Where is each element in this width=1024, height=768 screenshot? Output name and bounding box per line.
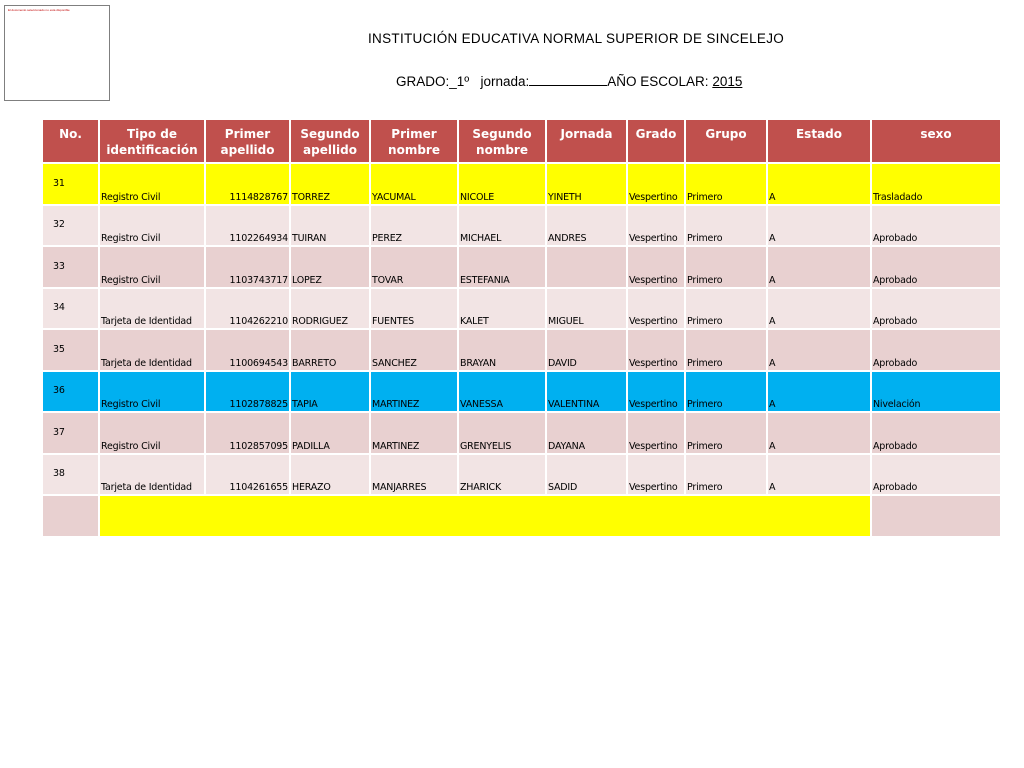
cell-no: 38 [42,454,99,496]
col-header-grupo: Grupo [685,119,767,163]
institution-title: INSTITUCIÓN EDUCATIVA NORMAL SUPERIOR DE SINCELEJO [368,31,785,46]
cell-grado: Primero [685,288,767,330]
cell-primer-nombre: ESTEFANIA [458,246,546,288]
cell-grado: Primero [685,412,767,454]
cell-jornada: Vespertino [627,288,685,330]
cell-estado: Aprobado [871,205,1001,247]
cell-primer-apellido: HERAZO [290,454,370,496]
jornada-blank [529,75,607,86]
col-header-segundo-apellido: Segundo apellido [290,119,370,163]
cell-primer-apellido: PADILLA [290,412,370,454]
logo-missing-note: El documento seleccionado no esta disponible [8,8,70,12]
cell-primer-apellido: RODRIGUEZ [290,288,370,330]
cell-grupo: A [767,288,871,330]
jornada-label: jornada: [480,74,530,89]
cell-tipo: Registro Civil [99,412,205,454]
cell-segundo-apellido: FUENTES [370,288,458,330]
cell-grupo: A [767,371,871,413]
table-row [42,454,1001,496]
cell-grupo: A [767,412,871,454]
cell-grupo: A [767,163,871,205]
cell-tipo: Tarjeta de Identidad [99,454,205,496]
cell-jornada: Vespertino [627,205,685,247]
cell-id-number: 1102857095 [205,412,290,454]
col-header-jornada: Jornada [546,119,627,163]
cell-grado: Primero [685,371,767,413]
header-row [42,119,1001,163]
cell-jornada: Vespertino [627,371,685,413]
anio-label: AÑO ESCOLAR: [607,74,709,89]
cell-segundo-nombre: DAVID [546,329,627,371]
cell-primer-nombre: VANESSA [458,371,546,413]
col-header-no: No. [42,119,99,163]
student-roster-table [41,118,1002,538]
cell-grupo: A [767,454,871,496]
cell-tipo: Registro Civil [99,163,205,205]
col-header-primer-nombre: Primer nombre [370,119,458,163]
cell-empty-highlight [99,495,871,537]
cell-grado: Primero [685,205,767,247]
cell-estado: Aprobado [871,288,1001,330]
cell-jornada: Vespertino [627,163,685,205]
cell-id-number: 1100694543 [205,329,290,371]
cell-primer-nombre: MICHAEL [458,205,546,247]
cell-segundo-apellido: MANJARRES [370,454,458,496]
cell-estado: Aprobado [871,329,1001,371]
cell-segundo-apellido: MARTINEZ [370,412,458,454]
cell-tipo: Registro Civil [99,246,205,288]
cell-no: 35 [42,329,99,371]
table-row [42,246,1001,288]
cell-no: 31 [42,163,99,205]
cell-primer-nombre: NICOLE [458,163,546,205]
cell-jornada: Vespertino [627,329,685,371]
cell-jornada: Vespertino [627,412,685,454]
cell-segundo-nombre: VALENTINA [546,371,627,413]
cell-primer-apellido: TAPIA [290,371,370,413]
cell-id-number: 1103743717 [205,246,290,288]
col-header-segundo-nombre: Segundo nombre [458,119,546,163]
cell-estado: Nivelación [871,371,1001,413]
cell-segundo-nombre: SADID [546,454,627,496]
cell-estado: Trasladado [871,163,1001,205]
cell-primer-apellido: TUIRAN [290,205,370,247]
cell-segundo-apellido: MARTINEZ [370,371,458,413]
cell-primer-nombre: KALET [458,288,546,330]
table-row [42,329,1001,371]
table-row [42,371,1001,413]
table-row-empty [42,495,1001,537]
cell-grado: Primero [685,454,767,496]
cell-no: 32 [42,205,99,247]
col-header-primer-apellido: Primer apellido [205,119,290,163]
cell-segundo-nombre: DAYANA [546,412,627,454]
table-row [42,288,1001,330]
cell-no: 36 [42,371,99,413]
cell-tipo: Tarjeta de Identidad [99,288,205,330]
col-header-sexo: sexo [871,119,1001,163]
subtitle-line [396,74,742,89]
cell-tipo: Tarjeta de Identidad [99,329,205,371]
cell-primer-apellido: LOPEZ [290,246,370,288]
cell-segundo-nombre [546,246,627,288]
cell-estado: Aprobado [871,246,1001,288]
cell-no: 34 [42,288,99,330]
col-header-estado: Estado [767,119,871,163]
table-row [42,412,1001,454]
cell-id-number: 1104262210 [205,288,290,330]
anio-value: 2015 [712,74,743,89]
cell-grupo: A [767,329,871,371]
cell-empty-sexo [871,495,1001,537]
table-row [42,163,1001,205]
cell-segundo-nombre: ANDRES [546,205,627,247]
cell-grado: Primero [685,246,767,288]
cell-tipo: Registro Civil [99,371,205,413]
cell-primer-nombre: GRENYELIS [458,412,546,454]
logo-placeholder [4,5,110,101]
cell-primer-apellido: TORREZ [290,163,370,205]
cell-segundo-apellido: PEREZ [370,205,458,247]
cell-grupo: A [767,205,871,247]
cell-segundo-apellido: YACUMAL [370,163,458,205]
cell-jornada: Vespertino [627,246,685,288]
table-row [42,205,1001,247]
cell-jornada: Vespertino [627,454,685,496]
cell-segundo-apellido: TOVAR [370,246,458,288]
cell-id-number: 1102264934 [205,205,290,247]
cell-id-number: 1114828767 [205,163,290,205]
cell-id-number: 1102878825 [205,371,290,413]
cell-id-number: 1104261655 [205,454,290,496]
cell-estado: Aprobado [871,454,1001,496]
cell-primer-nombre: ZHARICK [458,454,546,496]
cell-segundo-apellido: SANCHEZ [370,329,458,371]
cell-empty-no [42,495,99,537]
cell-no: 33 [42,246,99,288]
cell-grado: Primero [685,329,767,371]
cell-primer-apellido: BARRETO [290,329,370,371]
cell-estado: Aprobado [871,412,1001,454]
cell-tipo: Registro Civil [99,205,205,247]
cell-grupo: A [767,246,871,288]
cell-no: 37 [42,412,99,454]
cell-segundo-nombre: MIGUEL [546,288,627,330]
cell-primer-nombre: BRAYAN [458,329,546,371]
col-header-tipo: Tipo de identificación [99,119,205,163]
cell-segundo-nombre: YINETH [546,163,627,205]
grado-value: _1º [449,74,470,89]
grado-label: GRADO: [396,74,450,89]
cell-grado: Primero [685,163,767,205]
col-header-grado: Grado [627,119,685,163]
